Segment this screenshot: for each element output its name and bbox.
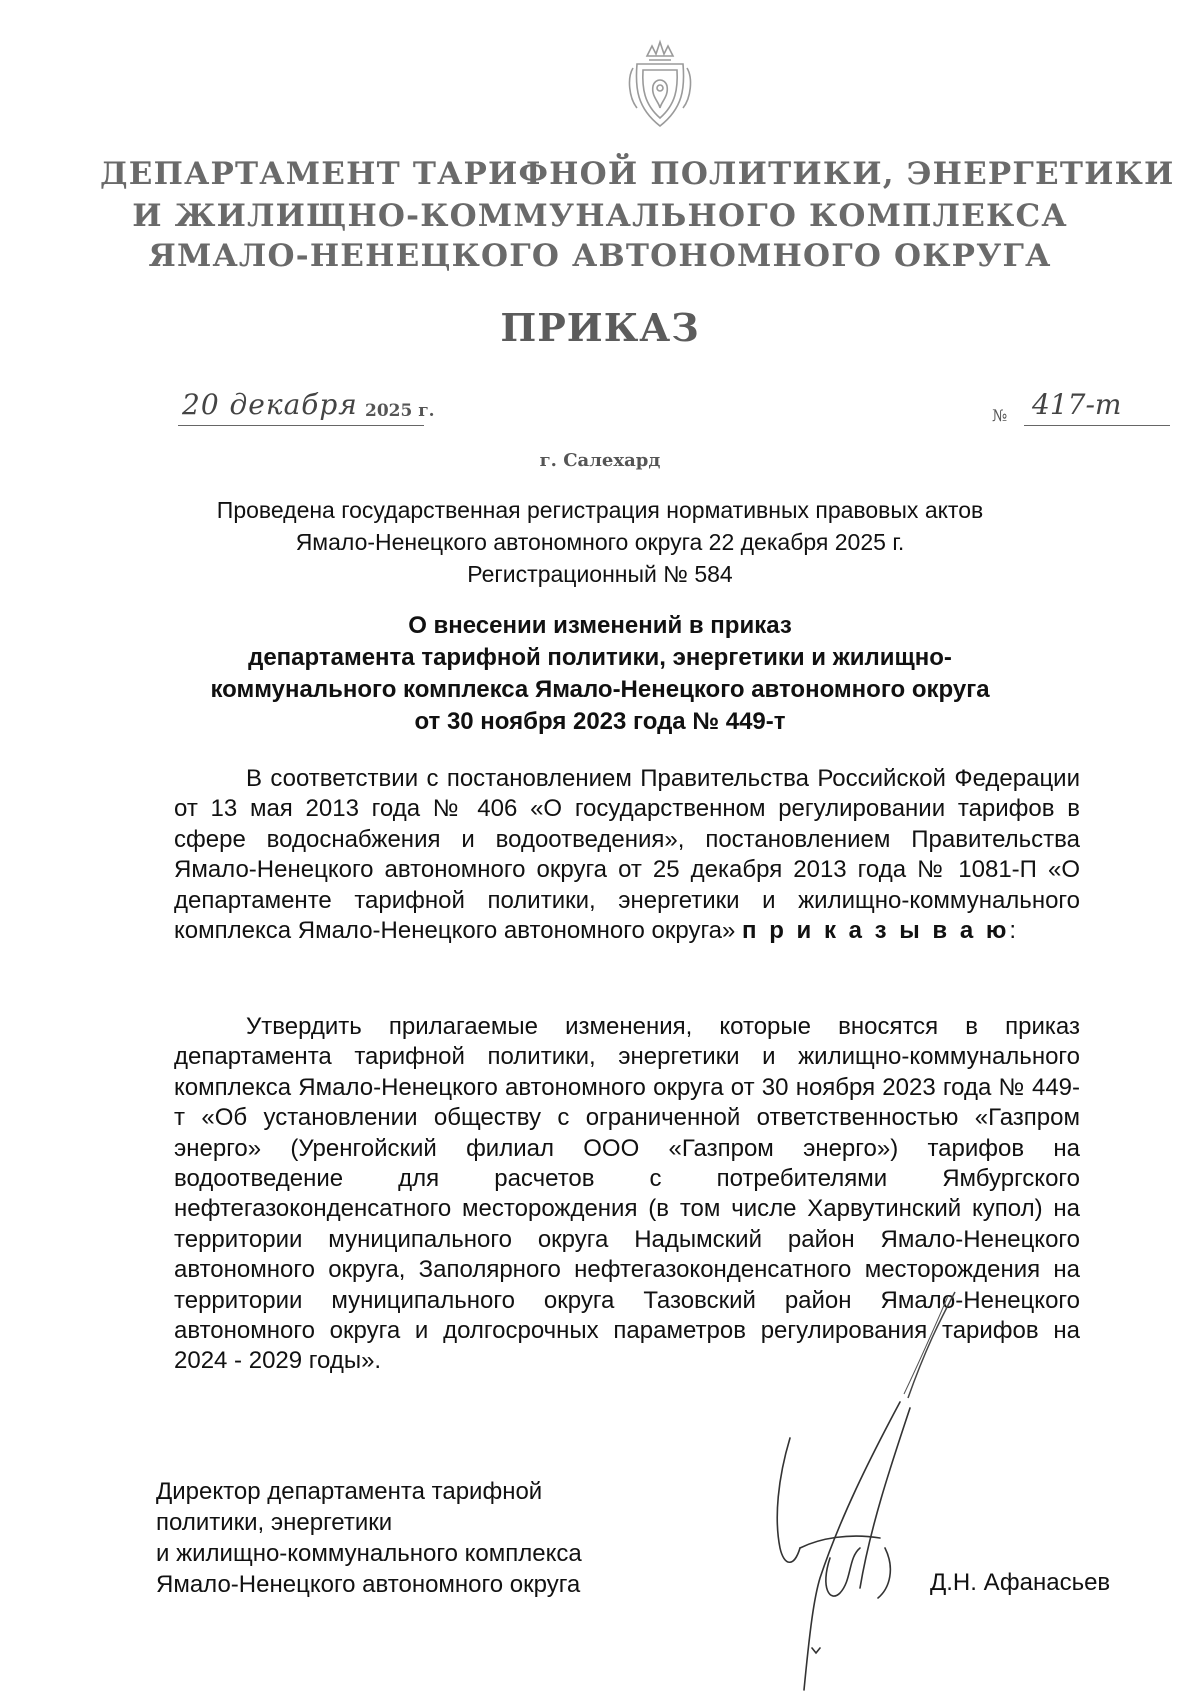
paragraph-1-text: В соответствии с постановлением Правительства Российской Федерации от 13 мая 2013 года № 406 «О государственном регулировании тарифов в сфере водоснабжения и водоотведения», постановлением Правительства Ямало-Ненецкого автономного округа от 25 декабря 2013 года № 1081-П «О департаменте тарифной политики, энергетики и жилищно-коммунального комплекса Ямало-Ненецкого автономного округа» [174,765,1080,945]
city-name: г. Салехард [539,450,661,471]
subject-line-4: от 30 ноября 2023 года № 449-т [414,708,786,735]
date-year: 2025 г. [365,401,435,421]
department-title-line-3: ЯМАЛО-НЕНЕЦКОГО АВТОНОМНОГО ОКРУГА [148,238,1052,274]
handwritten-number: 417-т [1032,388,1122,421]
signature-flourish [900,1290,960,1400]
signer-name: Д.Н. Афанасьев [930,1569,1111,1596]
date-underline [178,425,424,426]
signer-position-line-2: политики, энергетики [156,1509,393,1536]
body-paragraph-2: Утвердить прилагаемые изменения, которые вносятся в приказ департамента тарифной политики, энергетики и жилищно-коммунального комплекса Ямало-Ненецкого автономного округа от 30 ноября 2023 года № 449-т «Об установлении обществу с ограниченной ответственностью «Газпром энерго» (Уренгойский филиал ООО «Газпром энерго») тарифов на водоотведение для расчетов с потребителями Ямбургского нефтегазоконденсатного месторождения (в том числе Харвутинский купол) на территории муниципального округа Надымский район Ямало-Ненецкого автономного округа, Заполярного нефтегазоконденсатного месторождения на территории муниципального округа Тазовский район Ямало-Ненецкого автономного округа и долгосрочных параметров регулирования тарифов на 2024 - 2029 годы». [174,1013,1080,1375]
body-paragraph-1 [174,764,1080,946]
handwritten-date: 20 декабря [182,388,358,421]
signer-position-line-4: Ямало-Ненецкого автономного округа [156,1571,581,1598]
paragraph-1-end: : [1009,917,1017,945]
signer-position [156,1476,716,1600]
handwritten-signature [760,1398,980,1698]
department-title-line-1: ДЕПАРТАМЕНТ ТАРИФНОЙ ПОЛИТИКИ, ЭНЕРГЕТИКИ [100,156,1175,192]
subject-line-1: О внесении изменений в приказ [408,612,792,639]
subject-line-2: департамента тарифной политики, энергетики и жилищно- [248,644,952,671]
document-type-title: ПРИКАЗ [500,305,700,350]
coat-of-arms-icon [625,38,695,132]
registration-line-1: Проведена государственная регистрация нормативных правовых актов [216,497,984,523]
order-number [992,388,1172,430]
subject-line-3: коммунального комплекса Ямало-Ненецкого автономного округа [210,676,990,703]
department-title-line-2: И ЖИЛИЩНО-КОММУНАЛЬНОГО КОМПЛЕКСА [132,198,1068,234]
order-date [178,388,444,430]
directive-word: п р и к а з ы в а ю [742,917,1010,945]
registration-line-3: Регистрационный № 584 [467,561,733,587]
number-underline [1024,425,1170,426]
signer-position-line-1: Директор департамента тарифной [156,1478,543,1505]
number-label: № [992,406,1008,425]
signer-position-line-3: и жилищно-коммунального комплекса [156,1540,582,1567]
registration-line-2: Ямало-Ненецкого автономного округа 22 декабря 2025 г. [295,529,905,555]
